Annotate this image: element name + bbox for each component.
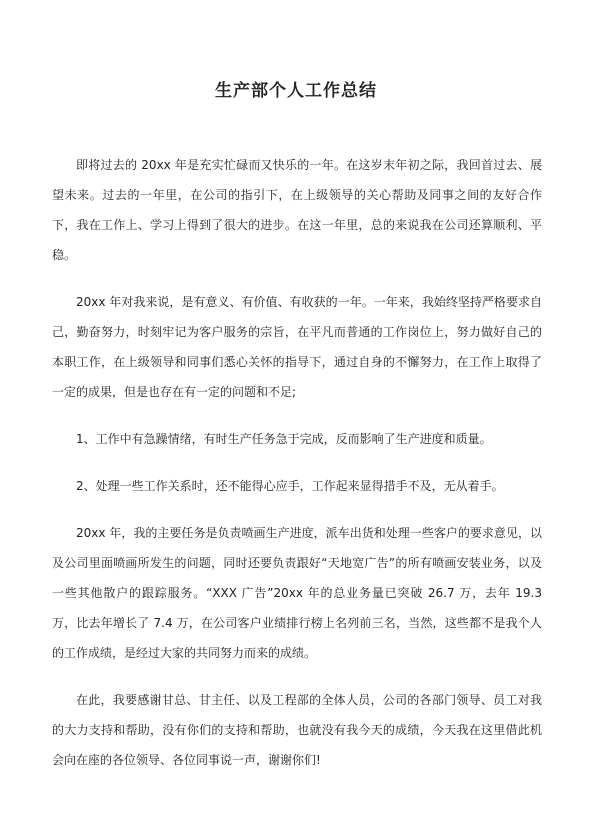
document-body	[52, 150, 542, 792]
paragraph-thanks: 在此，我要感谢甘总、甘主任、以及工程部的全体人员，公司的各部门领导、员工对我的大力支持和帮助，没有你们的支持和帮助，也就没有我今天的成绩，今天我在这里借此机会向在座的各位领导、各位同事说一声，谢谢你们!	[52, 693, 542, 767]
paragraph-issue-2: 2、处理一些工作关系时，还不能得心应手，工作起来显得措手不及，无从着手。	[76, 479, 504, 493]
paragraph-year-review: 20xx 年对我来说，是有意义、有价值、有收获的一年。一年来，我始终坚持严格要求自己，勤奋努力，时刻牢记为客户服务的宗旨，在平凡而普通的工作岗位上，努力做好自己的本职工作，在上级领导和同事们悉心关怀的指导下，通过自身的不懈努力，在工作上取得了一定的成果，但是也存在有一定的问题和不足;	[52, 295, 542, 399]
paragraph-intro: 即将过去的 20xx 年是充实忙碌而又快乐的一年。在这岁末年初之际，我回首过去、展望未来。过去的一年里，在公司的指引下，在上级领导的关心帮助及同事之间的友好合作下，我在工作上、学习上得到了很大的进步。在这一年里，总的来说我在公司还算顺利、平稳。	[52, 158, 542, 262]
paragraph-issue-1: 1、工作中有急躁情绪，有时生产任务急于完成，反而影响了生产进度和质量。	[76, 432, 492, 446]
document-title: 生产部个人工作总结	[215, 81, 377, 101]
paragraph-main-tasks: 20xx 年，我的主要任务是负责喷画生产进度，派车出货和处理一些客户的要求意见，以及公司里面喷画所发生的问题，同时还要负责跟好“天地宽广告”的所有喷画安装业务，以及一些其他散户的跟踪服务。“XXX 广告”20xx 年的总业务量已突破 26.7 万，去年 19.3 万，比去年增长了 7.4 万，在公司客户业绩排行榜上名列前三名，当然，这些都不是我个人的工作成绩，是经过大家的共同努力而来的成绩。	[52, 526, 542, 660]
